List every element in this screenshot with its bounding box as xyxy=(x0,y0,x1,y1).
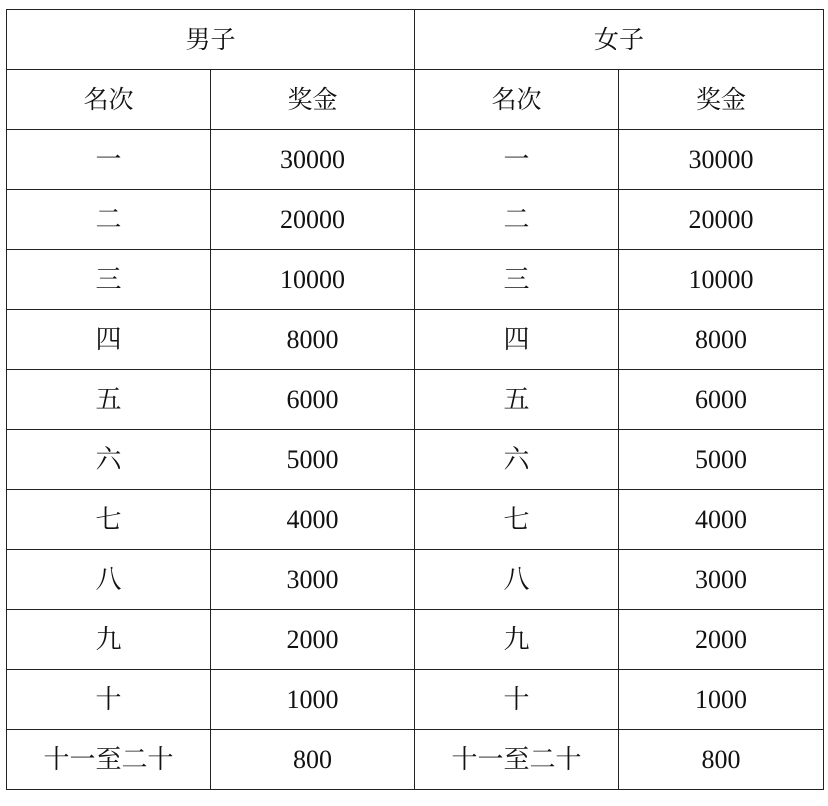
men-rank-cell: 八 xyxy=(7,550,211,610)
women-prize-cell: 30000 xyxy=(619,130,824,190)
men-rank-cell: 十一至二十 xyxy=(7,730,211,790)
men-rank-cell: 七 xyxy=(7,490,211,550)
column-header-row xyxy=(7,70,824,130)
women-rank-cell: 三 xyxy=(415,250,619,310)
men-rank-cell: 九 xyxy=(7,610,211,670)
column-header-women-prize: 奖金 xyxy=(619,70,824,130)
men-rank-cell: 四 xyxy=(7,310,211,370)
women-rank-cell: 一 xyxy=(415,130,619,190)
women-prize-cell: 3000 xyxy=(619,550,824,610)
table-row xyxy=(7,190,824,250)
men-prize-cell: 800 xyxy=(211,730,415,790)
group-header-row xyxy=(7,10,824,70)
men-rank-cell: 六 xyxy=(7,430,211,490)
women-prize-cell: 800 xyxy=(619,730,824,790)
men-prize-cell: 20000 xyxy=(211,190,415,250)
table-row xyxy=(7,430,824,490)
men-prize-cell: 3000 xyxy=(211,550,415,610)
group-header-men: 男子 xyxy=(7,10,415,70)
table-row xyxy=(7,310,824,370)
women-prize-cell: 20000 xyxy=(619,190,824,250)
table-row xyxy=(7,670,824,730)
women-prize-cell: 1000 xyxy=(619,670,824,730)
group-header-women: 女子 xyxy=(415,10,824,70)
women-prize-cell: 2000 xyxy=(619,610,824,670)
table-row xyxy=(7,370,824,430)
men-rank-cell: 五 xyxy=(7,370,211,430)
women-prize-cell: 5000 xyxy=(619,430,824,490)
column-header-women-rank: 名次 xyxy=(415,70,619,130)
men-prize-cell: 30000 xyxy=(211,130,415,190)
women-rank-cell: 四 xyxy=(415,310,619,370)
men-prize-cell: 4000 xyxy=(211,490,415,550)
men-rank-cell: 三 xyxy=(7,250,211,310)
women-rank-cell: 十 xyxy=(415,670,619,730)
women-rank-cell: 十一至二十 xyxy=(415,730,619,790)
table-row xyxy=(7,130,824,190)
men-prize-cell: 6000 xyxy=(211,370,415,430)
women-rank-cell: 八 xyxy=(415,550,619,610)
men-rank-cell: 十 xyxy=(7,670,211,730)
women-prize-cell: 8000 xyxy=(619,310,824,370)
column-header-men-prize: 奖金 xyxy=(211,70,415,130)
men-rank-cell: 二 xyxy=(7,190,211,250)
women-rank-cell: 七 xyxy=(415,490,619,550)
prize-table xyxy=(6,9,824,790)
table-body xyxy=(7,10,824,790)
women-prize-cell: 4000 xyxy=(619,490,824,550)
men-rank-cell: 一 xyxy=(7,130,211,190)
women-rank-cell: 二 xyxy=(415,190,619,250)
men-prize-cell: 2000 xyxy=(211,610,415,670)
women-rank-cell: 五 xyxy=(415,370,619,430)
table-row xyxy=(7,550,824,610)
women-prize-cell: 10000 xyxy=(619,250,824,310)
women-rank-cell: 六 xyxy=(415,430,619,490)
column-header-men-rank: 名次 xyxy=(7,70,211,130)
women-prize-cell: 6000 xyxy=(619,370,824,430)
men-prize-cell: 8000 xyxy=(211,310,415,370)
table-row xyxy=(7,730,824,790)
men-prize-cell: 5000 xyxy=(211,430,415,490)
men-prize-cell: 10000 xyxy=(211,250,415,310)
men-prize-cell: 1000 xyxy=(211,670,415,730)
table-row xyxy=(7,490,824,550)
table-row xyxy=(7,610,824,670)
table-row xyxy=(7,250,824,310)
women-rank-cell: 九 xyxy=(415,610,619,670)
